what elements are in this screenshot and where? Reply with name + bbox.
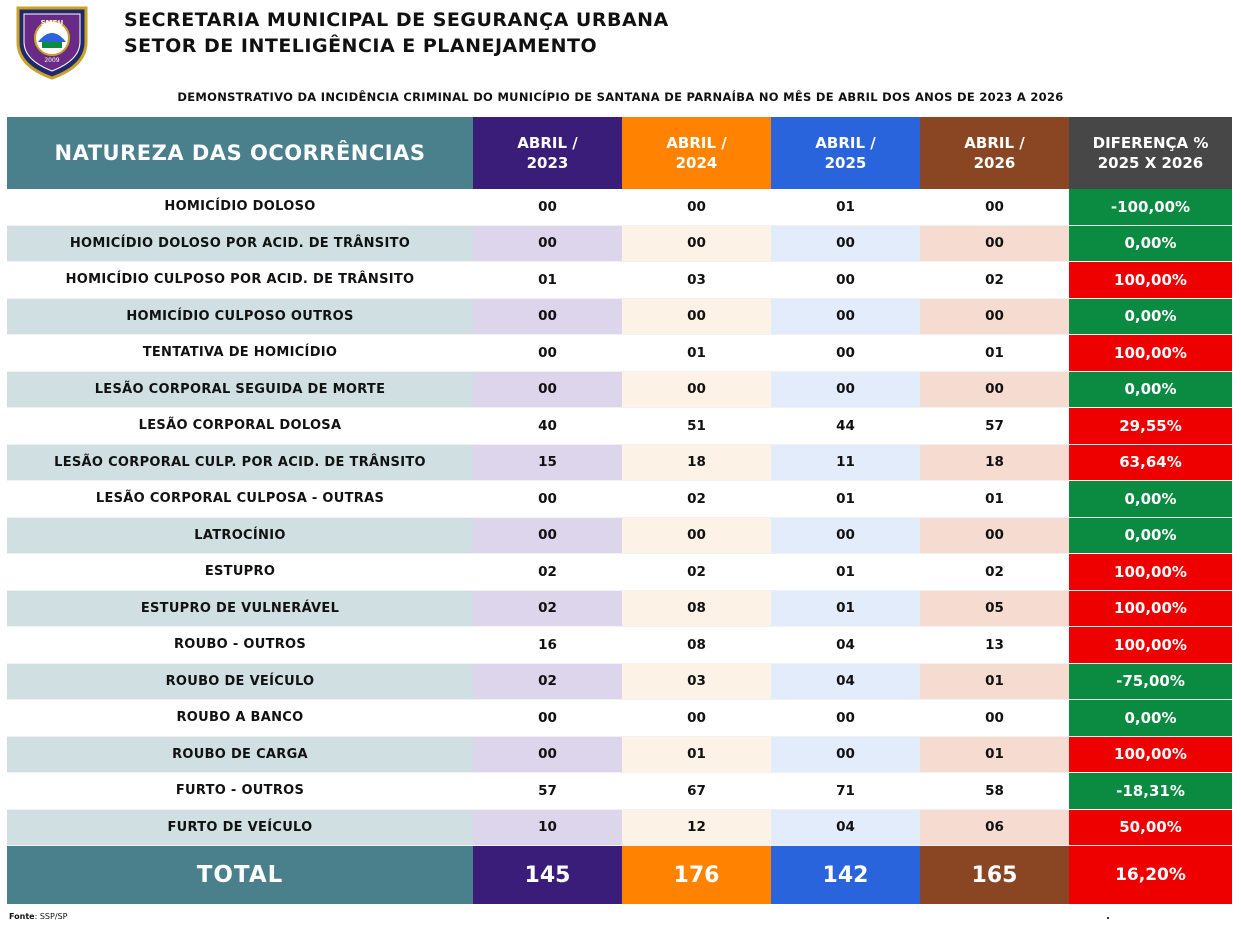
table-row bbox=[7, 554, 1232, 591]
row-value-2023: 00 bbox=[473, 189, 622, 225]
row-value-2023: 00 bbox=[473, 298, 622, 335]
row-value-2024: 00 bbox=[622, 517, 771, 554]
row-nature-name: HOMICÍDIO DOLOSO POR ACID. DE TRÂNSITO bbox=[7, 225, 473, 262]
row-value-2026: 01 bbox=[920, 663, 1069, 700]
row-difference: 0,00% bbox=[1069, 371, 1232, 408]
row-difference: 0,00% bbox=[1069, 225, 1232, 262]
table-row bbox=[7, 517, 1232, 554]
total-2024: 176 bbox=[622, 846, 771, 905]
source-note bbox=[9, 912, 67, 921]
row-value-2026: 01 bbox=[920, 481, 1069, 518]
row-value-2025: 00 bbox=[771, 335, 920, 372]
row-value-2024: 12 bbox=[622, 809, 771, 846]
row-value-2025: 01 bbox=[771, 554, 920, 591]
row-value-2023: 02 bbox=[473, 590, 622, 627]
column-header-difference bbox=[1069, 117, 1232, 189]
row-difference: -18,31% bbox=[1069, 773, 1232, 810]
row-value-2025: 01 bbox=[771, 481, 920, 518]
row-value-2024: 00 bbox=[622, 700, 771, 737]
logo-year: 2009 bbox=[44, 57, 60, 64]
row-value-2026: 18 bbox=[920, 444, 1069, 481]
row-difference: 100,00% bbox=[1069, 590, 1232, 627]
row-difference: 100,00% bbox=[1069, 262, 1232, 299]
row-value-2025: 00 bbox=[771, 736, 920, 773]
row-value-2026: 00 bbox=[920, 371, 1069, 408]
row-value-2025: 00 bbox=[771, 700, 920, 737]
row-nature-name: HOMICÍDIO CULPOSO POR ACID. DE TRÂNSITO bbox=[7, 262, 473, 299]
column-header-2023 bbox=[473, 117, 622, 189]
row-nature-name: LESÃO CORPORAL CULPOSA - OUTRAS bbox=[7, 481, 473, 518]
table-body bbox=[7, 189, 1232, 846]
row-value-2025: 01 bbox=[771, 189, 920, 225]
row-value-2024: 01 bbox=[622, 736, 771, 773]
row-value-2023: 02 bbox=[473, 663, 622, 700]
row-value-2023: 16 bbox=[473, 627, 622, 664]
row-value-2026: 02 bbox=[920, 262, 1069, 299]
row-value-2023: 00 bbox=[473, 736, 622, 773]
column-header-2023-line2: 2023 bbox=[526, 154, 569, 172]
row-value-2026: 06 bbox=[920, 809, 1069, 846]
table-row bbox=[7, 809, 1232, 846]
row-value-2023: 02 bbox=[473, 554, 622, 591]
row-value-2024: 67 bbox=[622, 773, 771, 810]
smsu-badge-logo bbox=[14, 2, 90, 80]
table-header-row bbox=[7, 117, 1232, 189]
row-difference: 0,00% bbox=[1069, 700, 1232, 737]
table-row bbox=[7, 481, 1232, 518]
row-nature-name: HOMICÍDIO CULPOSO OUTROS bbox=[7, 298, 473, 335]
row-value-2024: 00 bbox=[622, 225, 771, 262]
report-subtitle: DEMONSTRATIVO DA INCIDÊNCIA CRIMINAL DO MUNICÍPIO DE SANTANA DE PARNAÍBA NO MÊS DE ABRIL DOS ANOS DE 2023 A 2026 bbox=[177, 90, 1064, 104]
row-difference: 0,00% bbox=[1069, 481, 1232, 518]
column-header-2024 bbox=[622, 117, 771, 189]
row-difference: 63,64% bbox=[1069, 444, 1232, 481]
stray-dot bbox=[1107, 917, 1109, 919]
row-value-2023: 00 bbox=[473, 700, 622, 737]
column-header-2025-line2: 2025 bbox=[824, 154, 867, 172]
row-value-2024: 03 bbox=[622, 663, 771, 700]
header-title-line1: SECRETARIA MUNICIPAL DE SEGURANÇA URBANA bbox=[124, 9, 669, 31]
total-2026: 165 bbox=[920, 846, 1069, 905]
row-value-2025: 01 bbox=[771, 590, 920, 627]
row-difference: 29,55% bbox=[1069, 408, 1232, 445]
table-row bbox=[7, 736, 1232, 773]
header-title-line2: SETOR DE INTELIGÊNCIA E PLANEJAMENTO bbox=[124, 35, 598, 57]
row-difference: 100,00% bbox=[1069, 335, 1232, 372]
row-value-2024: 00 bbox=[622, 298, 771, 335]
row-difference: 0,00% bbox=[1069, 517, 1232, 554]
row-value-2024: 02 bbox=[622, 481, 771, 518]
total-row bbox=[7, 846, 1232, 905]
row-value-2026: 58 bbox=[920, 773, 1069, 810]
row-nature-name: HOMICÍDIO DOLOSO bbox=[7, 189, 473, 225]
row-value-2023: 00 bbox=[473, 517, 622, 554]
row-difference: 100,00% bbox=[1069, 554, 1232, 591]
row-difference: 50,00% bbox=[1069, 809, 1232, 846]
row-value-2026: 01 bbox=[920, 335, 1069, 372]
table-row bbox=[7, 335, 1232, 372]
row-value-2023: 01 bbox=[473, 262, 622, 299]
row-value-2026: 00 bbox=[920, 225, 1069, 262]
total-difference: 16,20% bbox=[1069, 846, 1232, 905]
row-value-2026: 00 bbox=[920, 700, 1069, 737]
table-row bbox=[7, 298, 1232, 335]
row-nature-name: ESTUPRO DE VULNERÁVEL bbox=[7, 590, 473, 627]
row-value-2023: 57 bbox=[473, 773, 622, 810]
row-value-2023: 00 bbox=[473, 481, 622, 518]
total-2023: 145 bbox=[473, 846, 622, 905]
row-value-2025: 00 bbox=[771, 517, 920, 554]
table-row bbox=[7, 408, 1232, 445]
table-row bbox=[7, 262, 1232, 299]
row-value-2025: 71 bbox=[771, 773, 920, 810]
source-value: : SSP/SP bbox=[34, 912, 68, 921]
total-label: TOTAL bbox=[7, 846, 473, 905]
row-value-2025: 11 bbox=[771, 444, 920, 481]
row-value-2026: 00 bbox=[920, 298, 1069, 335]
row-nature-name: ROUBO DE CARGA bbox=[7, 736, 473, 773]
row-value-2024: 03 bbox=[622, 262, 771, 299]
logo-letters: SMSU bbox=[40, 19, 64, 27]
row-difference: 100,00% bbox=[1069, 627, 1232, 664]
column-header-2025 bbox=[771, 117, 920, 189]
row-nature-name: ROUBO DE VEÍCULO bbox=[7, 663, 473, 700]
row-difference: 100,00% bbox=[1069, 736, 1232, 773]
row-value-2026: 00 bbox=[920, 189, 1069, 225]
row-value-2023: 00 bbox=[473, 225, 622, 262]
crime-statistics-table bbox=[7, 117, 1232, 904]
table-row bbox=[7, 371, 1232, 408]
source-label: Fonte bbox=[9, 912, 35, 921]
row-value-2026: 13 bbox=[920, 627, 1069, 664]
row-value-2025: 04 bbox=[771, 663, 920, 700]
row-nature-name: LESÃO CORPORAL CULP. POR ACID. DE TRÂNSITO bbox=[7, 444, 473, 481]
table-row bbox=[7, 444, 1232, 481]
row-nature-name: ROUBO - OUTROS bbox=[7, 627, 473, 664]
column-header-2024-line2: 2024 bbox=[675, 154, 718, 172]
row-value-2026: 01 bbox=[920, 736, 1069, 773]
column-header-2026-line1: ABRIL / bbox=[964, 134, 1025, 152]
row-value-2024: 18 bbox=[622, 444, 771, 481]
row-value-2023: 00 bbox=[473, 371, 622, 408]
row-value-2025: 00 bbox=[771, 225, 920, 262]
row-value-2024: 00 bbox=[622, 371, 771, 408]
row-nature-name: FURTO DE VEÍCULO bbox=[7, 809, 473, 846]
row-value-2024: 00 bbox=[622, 189, 771, 225]
row-value-2025: 04 bbox=[771, 627, 920, 664]
row-value-2023: 00 bbox=[473, 335, 622, 372]
table-row bbox=[7, 773, 1232, 810]
row-value-2023: 40 bbox=[473, 408, 622, 445]
row-nature-name: LATROCÍNIO bbox=[7, 517, 473, 554]
row-value-2025: 00 bbox=[771, 262, 920, 299]
row-value-2025: 00 bbox=[771, 298, 920, 335]
column-header-2025-line1: ABRIL / bbox=[815, 134, 876, 152]
row-difference: 0,00% bbox=[1069, 298, 1232, 335]
row-value-2026: 02 bbox=[920, 554, 1069, 591]
row-value-2024: 08 bbox=[622, 627, 771, 664]
table-row bbox=[7, 627, 1232, 664]
row-nature-name: FURTO - OUTROS bbox=[7, 773, 473, 810]
table-row bbox=[7, 700, 1232, 737]
row-value-2025: 04 bbox=[771, 809, 920, 846]
row-difference: -75,00% bbox=[1069, 663, 1232, 700]
table-row bbox=[7, 590, 1232, 627]
row-value-2025: 44 bbox=[771, 408, 920, 445]
column-header-2026-line2: 2026 bbox=[973, 154, 1016, 172]
table-row bbox=[7, 663, 1232, 700]
row-nature-name: ROUBO A BANCO bbox=[7, 700, 473, 737]
row-nature-name: ESTUPRO bbox=[7, 554, 473, 591]
row-value-2026: 05 bbox=[920, 590, 1069, 627]
row-difference: -100,00% bbox=[1069, 189, 1232, 225]
row-value-2026: 00 bbox=[920, 517, 1069, 554]
row-value-2025: 00 bbox=[771, 371, 920, 408]
row-value-2024: 01 bbox=[622, 335, 771, 372]
row-nature-name: TENTATIVA DE HOMICÍDIO bbox=[7, 335, 473, 372]
row-value-2023: 15 bbox=[473, 444, 622, 481]
row-value-2024: 51 bbox=[622, 408, 771, 445]
column-header-2024-line1: ABRIL / bbox=[666, 134, 727, 152]
row-value-2026: 57 bbox=[920, 408, 1069, 445]
row-nature-name: LESÃO CORPORAL SEGUIDA DE MORTE bbox=[7, 371, 473, 408]
row-nature-name: LESÃO CORPORAL DOLOSA bbox=[7, 408, 473, 445]
column-header-difference-line1: DIFERENÇA % bbox=[1092, 134, 1209, 152]
row-value-2024: 08 bbox=[622, 590, 771, 627]
column-header-2023-line1: ABRIL / bbox=[517, 134, 578, 152]
row-value-2024: 02 bbox=[622, 554, 771, 591]
column-header-difference-line2: 2025 X 2026 bbox=[1097, 154, 1204, 172]
total-2025: 142 bbox=[771, 846, 920, 905]
column-header-nature: NATUREZA DAS OCORRÊNCIAS bbox=[7, 117, 473, 189]
row-value-2023: 10 bbox=[473, 809, 622, 846]
table-row bbox=[7, 225, 1232, 262]
table-row bbox=[7, 189, 1232, 225]
column-header-2026 bbox=[920, 117, 1069, 189]
